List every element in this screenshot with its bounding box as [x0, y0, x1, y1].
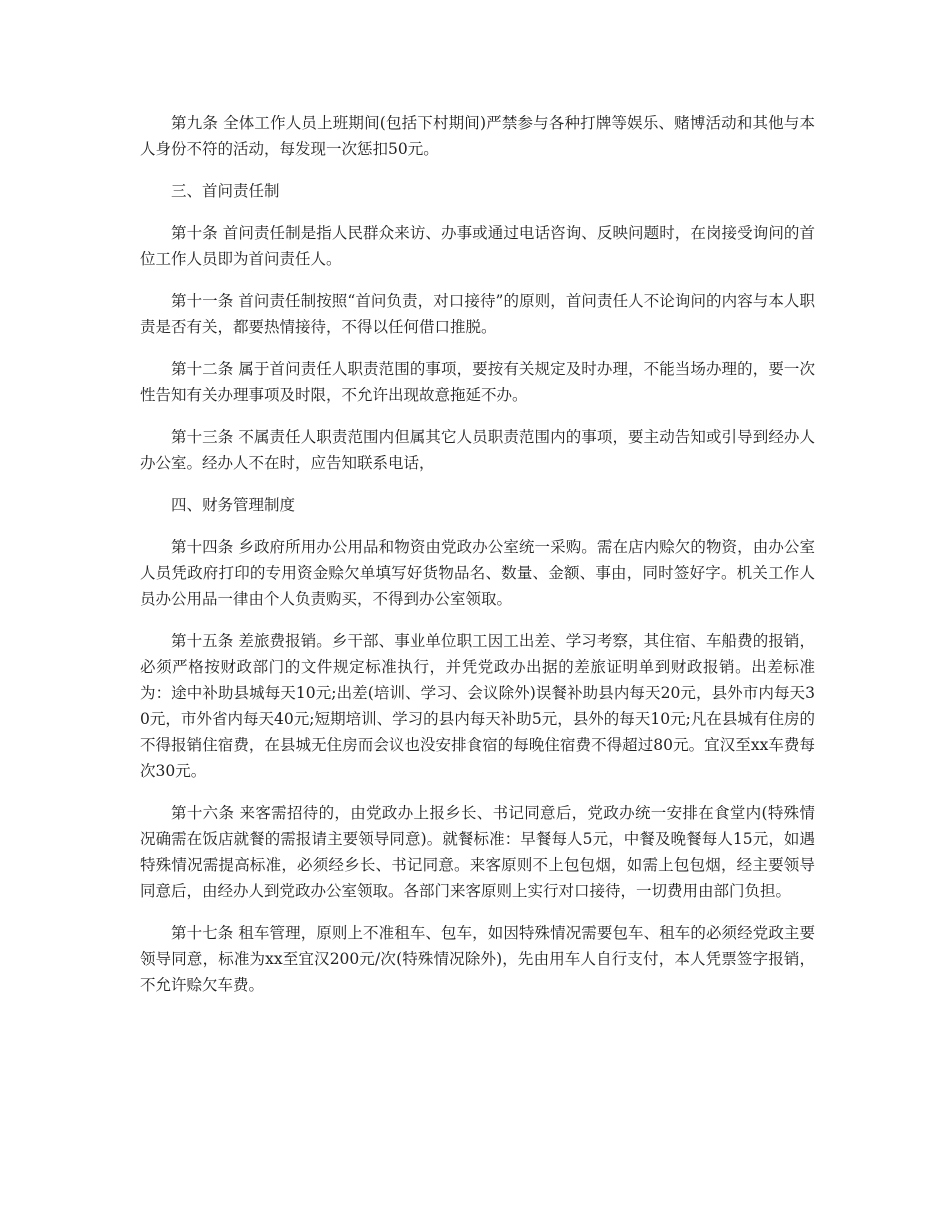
article-11: 第十一条 首问责任制按照“首问负责，对口接待”的原则，首问责任人不论询问的内容与本人职责是否有关，都要热情接待，不得以任何借口推脱。 [140, 292, 815, 336]
article-12: 第十二条 属于首问责任人职责范围的事项，要按有关规定及时办理，不能当场办理的，要一次性告知有关办理事项及时限，不允许出现故意拖延不办。 [140, 360, 815, 404]
article-10: 第十条 首问责任制是指人民群众来访、办事或通过电话咨询、反映问题时，在岗接受询问的首位工作人员即为首问责任人。 [140, 224, 815, 268]
section-heading-first-responsibility: 三、首问责任制 [171, 182, 280, 200]
section-heading-finance: 四、财务管理制度 [171, 496, 296, 514]
article-17: 第十七条 租车管理，原则上不准租车、包车，如因特殊情况需要包车、租车的必须经党政主要领导同意，标准为xx至宜汉200元/次(特殊情况除外)，先由用车人自行支付，本人凭票签字报销，不允许赊欠车费。 [140, 924, 815, 994]
document-page [140, 110, 815, 1014]
article-15: 第十五条 差旅费报销。乡干部、事业单位职工因工出差、学习考察，其住宿、车船费的报销，必须严格按财政部门的文件规定标准执行，并凭党政办出据的差旅证明单到财政报销。出差标准为：途中补助县城每天10元;出差(培训、学习、会议除外)误餐补助县内每天20元，县外市内每天30元，市外省内每天40元;短期培训、学习的县内每天补助5元，县外的每天10元;凡在县城有住房的不得报销住宿费，在县城无住房而会议也没安排食宿的每晚住宿费不得超过80元。宜汉至xx车费每次30元。 [140, 632, 815, 780]
article-16: 第十六条 来客需招待的，由党政办上报乡长、书记同意后，党政办统一安排在食堂内(特殊情况确需在饭店就餐的需报请主要领导同意)。就餐标准：早餐每人5元，中餐及晚餐每人15元，如遇特殊情况需提高标准，必须经乡长、书记同意。来客原则不上包包烟，如需上包包烟，经主要领导同意后，由经办人到党政办公室领取。各部门来客原则上实行对口接待，一切费用由部门负担。 [140, 804, 815, 900]
article-14: 第十四条 乡政府所用办公用品和物资由党政办公室统一采购。需在店内赊欠的物资，由办公室人员凭政府打印的专用资金赊欠单填写好货物品名、数量、金额、事由，同时签好字。机关工作人员办公用品一律由个人负责购买，不得到办公室领取。 [140, 538, 815, 608]
article-9: 第九条 全体工作人员上班期间(包括下村期间)严禁参与各种打牌等娱乐、赌博活动和其他与本人身份不符的活动，每发现一次惩扣50元。 [140, 114, 815, 158]
article-13: 第十三条 不属责任人职责范围内但属其它人员职责范围内的事项，要主动告知或引导到经办人办公室。经办人不在时，应告知联系电话， [140, 428, 815, 472]
